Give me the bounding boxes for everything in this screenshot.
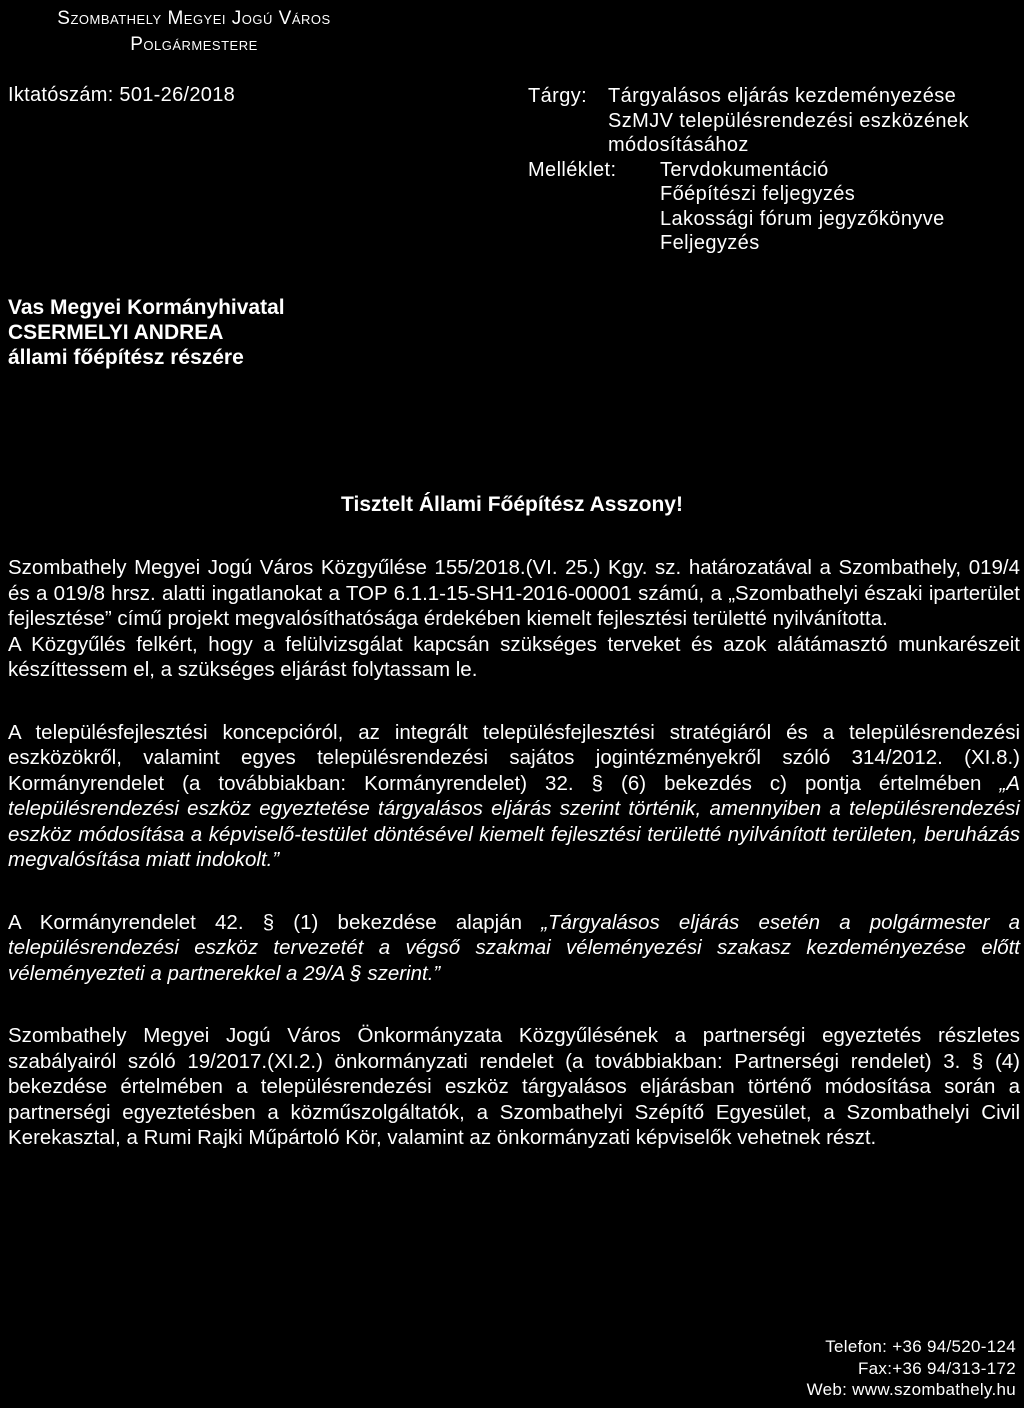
paragraph: Szombathely Megyei Jogú Város Önkormányzata Közgyűlésének a partnerségi egyeztetés részletes szabályairól szóló 19/2017.(XI.2.) önkormányzati rendelet (a továbbiakban: Partnerségi rendelet) 3. § (4) bekezdése értelmében a településrendezési eszköz tárgyalásos eljárásban történő módosítása során a partnerségi egyeztetésben a közműszolgáltatók, a Szombathelyi Szépítő Egyesület, a Szombathelyi Civil Kerekasztal, a Rumi Rajki Műpártoló Kör, valamint az önkormányzati képviselők vehetnek részt. [8, 1024, 1020, 1149]
subject-block [528, 84, 1018, 256]
paragraph [8, 910, 1020, 987]
subject-line: SzMJV településrendezési eszközének [608, 109, 969, 132]
addressee-office: Vas Megyei Kormányhivatal [8, 296, 285, 319]
letterhead [8, 6, 380, 58]
subject-label: Tárgy: [528, 85, 588, 107]
paragraph-text: A településfejlesztési koncepcióról, az integrált településfejlesztési stratégiáról és a településrendezési eszközökről, valamint egyes településrendezési sajátos jogintézményekről szóló 314/2012. (XI.8.) Kormányrendelet (a továbbiakban: Kormányrendelet) 32. § (6) bekezdés c) pontja értelmében [8, 720, 1020, 795]
attachment-item: Főépítészi feljegyzés [660, 183, 856, 205]
letter-body [8, 555, 1020, 1188]
org-name: Szombathely Megyei Jogú Város [57, 8, 331, 29]
paragraph: Szombathely Megyei Jogú Város Közgyűlése 155/2018.(VI. 25.) Kgy. sz. határozatával a Szombathely, 019/4 és a 019/8 hrsz. alatti ingatlanokat a TOP 6.1.1-15-SH1-2016-00001 számú, a „Szombathelyi északi iparterület fejlesztése” című projekt megvalósíthatósága érdekében kiemelt fejlesztési területté nyilvánította. [8, 556, 1020, 630]
reference-number: Iktatószám: 501-26/2018 [8, 84, 236, 106]
website: Web: www.szombathely.hu [806, 1380, 1016, 1399]
paragraph: A Közgyűlés felkért, hogy a felülvizsgálat kapcsán szükséges terveket és azok alátámasztó munkarészeit készíttessem el, a szükséges eljárást folytassam le. [8, 632, 1020, 681]
paragraph [8, 720, 1020, 873]
contact-info [807, 1336, 1016, 1401]
paragraph-text: A Kormányrendelet 42. § (1) bekezdése alapján [8, 910, 542, 934]
org-title: Polgármestere [130, 34, 258, 55]
subject-line: Tárgyalásos eljárás kezdeményezése [608, 85, 957, 107]
phone-number: Telefon: +36 94/520-124 [825, 1337, 1016, 1356]
legal-quote: „A településrendezési eszköz egyeztetése tárgyalásos eljárás szerint történik, amennyiben a településrendezési eszköz módosítása a képviselő-testület döntésével kiemelt fejlesztési területté nyilvánított területen, beruházás megvalósítása miatt indokolt.” [8, 771, 1020, 871]
legal-quote: „Tárgyalásos eljárás esetén a polgármester a településrendezési eszköz tervezetét a végső szakmai véleményezési szakasz kezdeményezése előtt véleményezteti a partnerekkel a 29/A § szerint.” [8, 910, 1021, 985]
attachment-label: Melléklet: [528, 158, 617, 181]
addressee-block [8, 295, 285, 370]
attachment-item: Tervdokumentáció [660, 158, 829, 181]
addressee-name: CSERMELYI ANDREA [8, 321, 224, 344]
salutation: Tisztelt Állami Főépítész Asszony! [341, 493, 683, 516]
subject-line: módosításához [608, 134, 749, 156]
attachment-item: Feljegyzés [660, 232, 760, 254]
attachment-item: Lakossági fórum jegyzőkönyve [660, 207, 945, 230]
fax-number: Fax:+36 94/313-172 [857, 1358, 1016, 1378]
addressee-role: állami főépítész részére [8, 346, 244, 369]
